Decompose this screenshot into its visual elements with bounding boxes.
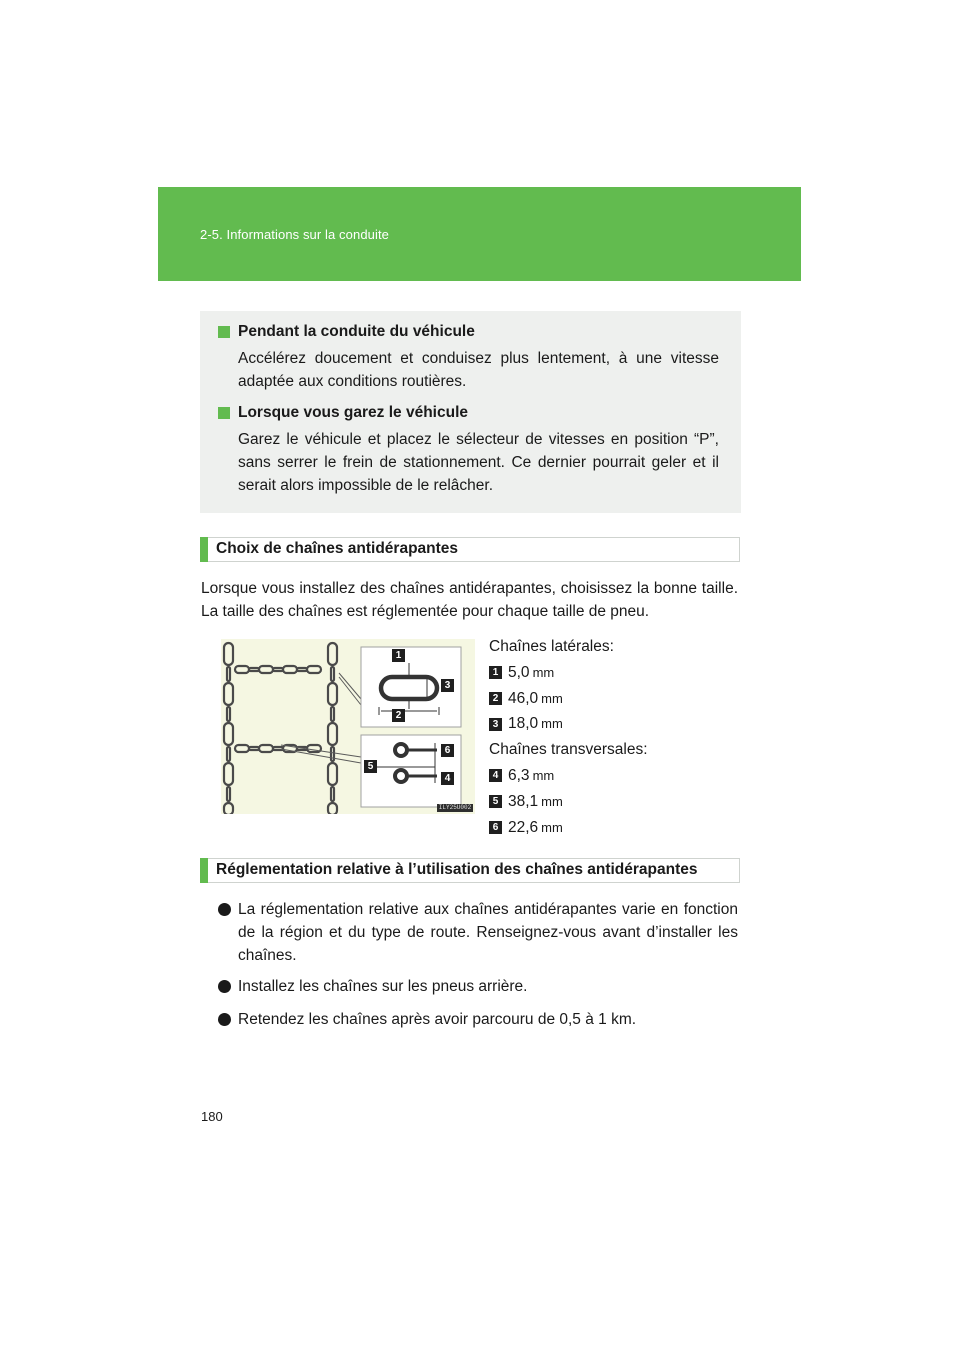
specs-heading: Chaînes latérales: [489,638,614,655]
spec-number: 5 [489,795,502,808]
figure-label: 6 [441,744,454,757]
section-heading [200,537,740,562]
snow-chain-figure [221,639,475,814]
spec-unit: mm [532,767,555,783]
figure-label: 1 [392,649,405,662]
figure-label: 4 [441,772,454,785]
note-title: Lorsque vous garez le véhicule [238,404,468,421]
section-heading [200,858,740,883]
heading-stripe [200,537,208,562]
spec-item [489,711,739,737]
section-heading-text: Choix de chaînes antidérapantes [216,540,459,557]
note-item [218,323,719,393]
spec-number: 3 [489,718,502,731]
bullet-item [218,898,738,967]
spec-item [489,686,739,712]
header-bar [158,187,801,281]
chain-specs [489,634,739,840]
spec-item [489,660,739,686]
spec-unit: mm [541,793,563,809]
bullet-dot-icon [218,903,231,916]
note-box [200,311,741,513]
spec-unit: mm [541,716,563,732]
specs-heading: Chaînes transversales: [489,741,648,759]
square-bullet-icon [218,326,230,338]
cross-chain-bottom [235,745,321,752]
spec-number: 4 [489,769,502,782]
figure-label: 2 [392,709,405,722]
note-body: Accélérez doucement et conduisez plus lentement, à une vitesse adaptée aux conditions routières. [238,350,719,390]
bullet-dot-icon [218,1013,231,1026]
spec-number: 2 [489,692,502,705]
note-title: Pendant la conduite du véhicule [238,323,475,340]
side-chain-right [328,643,337,814]
figure-code: ILY25U002 [438,804,472,811]
cross-chain-top [235,666,321,673]
section-paragraph: Lorsque vous installez des chaînes antidérapantes, choisissez la bonne taille. La taille des chaînes est réglementée pour chaque taille de pneu. [201,580,738,620]
bullet-dot-icon [218,980,231,993]
bullet-text: La réglementation relative aux chaînes antidérapantes varie en fonction de la région et du type de route. Renseignez-vous avant d’installer les chaînes. [238,901,738,964]
spec-unit: mm [532,664,555,680]
chain-illustration [221,639,475,814]
figure-label: 3 [441,679,454,692]
section-title: 2-5. Informations sur la conduite [200,227,390,242]
bullet-item [218,1008,738,1031]
note-item [218,404,719,497]
figure-label: 5 [364,760,377,773]
spec-unit: mm [541,690,563,706]
section-heading-text: Réglementation relative à l’utilisation des chaînes antidérapantes [216,861,698,878]
spec-value: 22,6 [508,818,539,836]
note-body: Garez le véhicule et placez le sélecteur de vitesses en position “P”, sans serrer le frein de stationnement. Ce dernier pourrait geler et il serait alors impossible de le relâcher. [238,431,719,494]
square-bullet-icon [218,407,230,419]
side-chain-left [224,643,233,814]
spec-number: 1 [489,666,502,679]
spec-item [489,763,739,789]
bullet-item [218,975,738,998]
spec-number: 6 [489,821,502,834]
spec-value: 18,0 [508,715,539,733]
spec-value: 5,0 [508,663,530,681]
spec-unit: mm [541,819,563,835]
spec-value: 38,1 [508,792,539,810]
spec-value: 46,0 [508,689,539,707]
heading-stripe [200,858,208,883]
bullet-text: Retendez les chaînes après avoir parcouru de 0,5 à 1 km. [238,1011,637,1028]
spec-item [489,789,739,815]
page-number: 180 [201,1109,223,1124]
spec-item [489,815,739,841]
bullet-text: Installez les chaînes sur les pneus arrière. [238,978,528,995]
spec-value: 6,3 [508,766,530,784]
